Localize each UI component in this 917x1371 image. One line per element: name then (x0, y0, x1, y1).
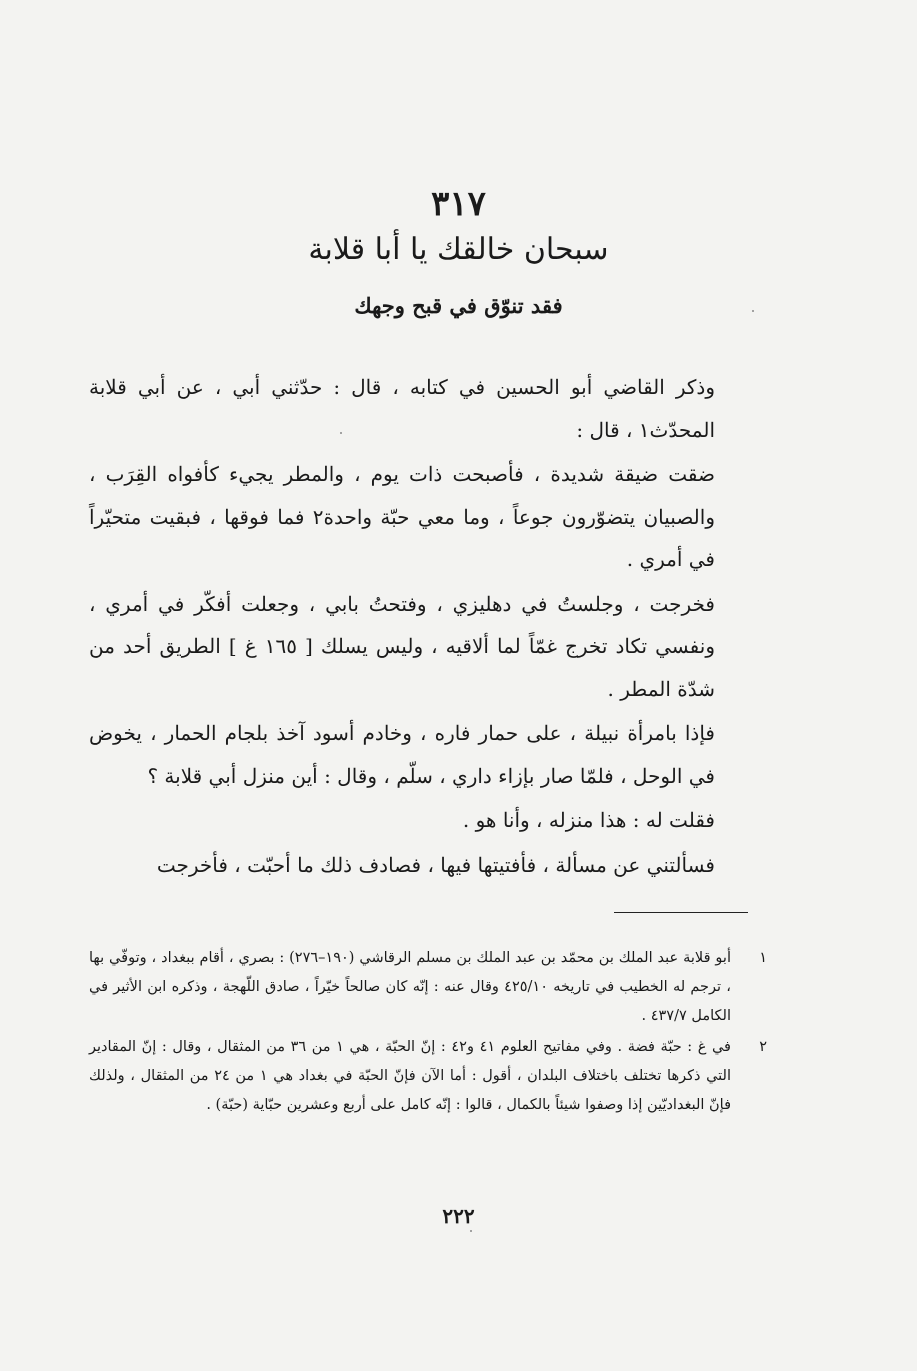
paragraph: وذكر القاضي أبو الحسين في كتابه ، قال : حدّثني أبي ، عن أبي قلابة المحدّث١ ، قال : (89, 375, 715, 442)
chapter-number: ٣١٧ (431, 184, 486, 224)
paragraph: فسألتني عن مسألة ، فأفتيتها فيها ، فصادف ذلك ما أحبّت ، فأخرجت (156, 852, 715, 877)
footnotes (89, 944, 767, 1122)
chapter-title: سبحان خالقك يا أبا قلابة (308, 232, 609, 267)
paragraph: فقلت له : هذا منزله ، وأنا هو . (462, 808, 715, 832)
footnote-text: أبو قلابة عبد الملك بن محمّد بن عبد الملك بن مسلم الرقاشي (١٩٠–٢٧٦) : بصري ، أقام ببغداد ، وتوفّي بها ، ترجم له الخطيب في تاريخه ٤٢٥/١٠ وقال عنه : إنّه كان صالحاً خيّراً ، صادق اللّهجة ، وذكره ابن الأثير في الكامل ٤٣٧/٧ . (89, 950, 731, 1024)
paragraph: ضقت ضيقة شديدة ، فأصبحت ذات يوم ، والمطر يجيء كأفواه القِرَب ، والصبيان يتضوّرون جوعاً ، وما معي حبّة واحدة٢ فما فوقها ، فبقيت متحيّراً في أمري . (89, 462, 715, 571)
scan-speck (752, 310, 754, 312)
footnote-number: ١ (759, 950, 767, 966)
scan-speck (340, 432, 342, 434)
paragraph: فإذا بامرأة نبيلة ، على حمار فاره ، وخادم أسود آخذ بلجام الحمار ، يخوض في الوحل ، فلمّا صار بإزاء داري ، سلّم ، وقال : أين منزل أبي قلابة ؟ (89, 721, 715, 788)
footnote-separator (614, 912, 748, 913)
scan-speck (470, 1230, 472, 1232)
footnote (89, 1033, 767, 1120)
footnote-number: ٢ (759, 1039, 767, 1055)
page-number: ٢٢٢ (442, 1204, 475, 1228)
main-text (89, 366, 749, 888)
chapter-subtitle: فقد تنوّق في قبح وجهك (354, 293, 563, 318)
footnote (89, 944, 767, 1031)
paragraph: فخرجت ، وجلستُ في دهليزي ، وفتحتُ بابي ، وجعلت أفكّر في أمري ، ونفسي تكاد تخرج غمّاً لما ألاقيه ، وليس يسلك [ ١٦٥ غ ] الطريق أحد من شدّة المطر . (89, 591, 715, 701)
footnote-text: في غ : حبّة فضة . وفي مفاتيح العلوم ٤١ و٤٢ : إنّ الحبّة ، هي ١ من ٣٦ من المثقال ، وقال : إنّ المقادير التي ذكرها تختلف باختلاف البلدان ، أقول : أما الآن فإنّ الحبّة في بغداد هي ١ من ٢٤ من المثقال ، ولذلك فإنّ البغداديّين إذا وصفوا شيئاً بالكمال ، قالوا : إنّه كامل على أربع وعشرين حبّاية (حبّة) . (89, 1039, 731, 1113)
